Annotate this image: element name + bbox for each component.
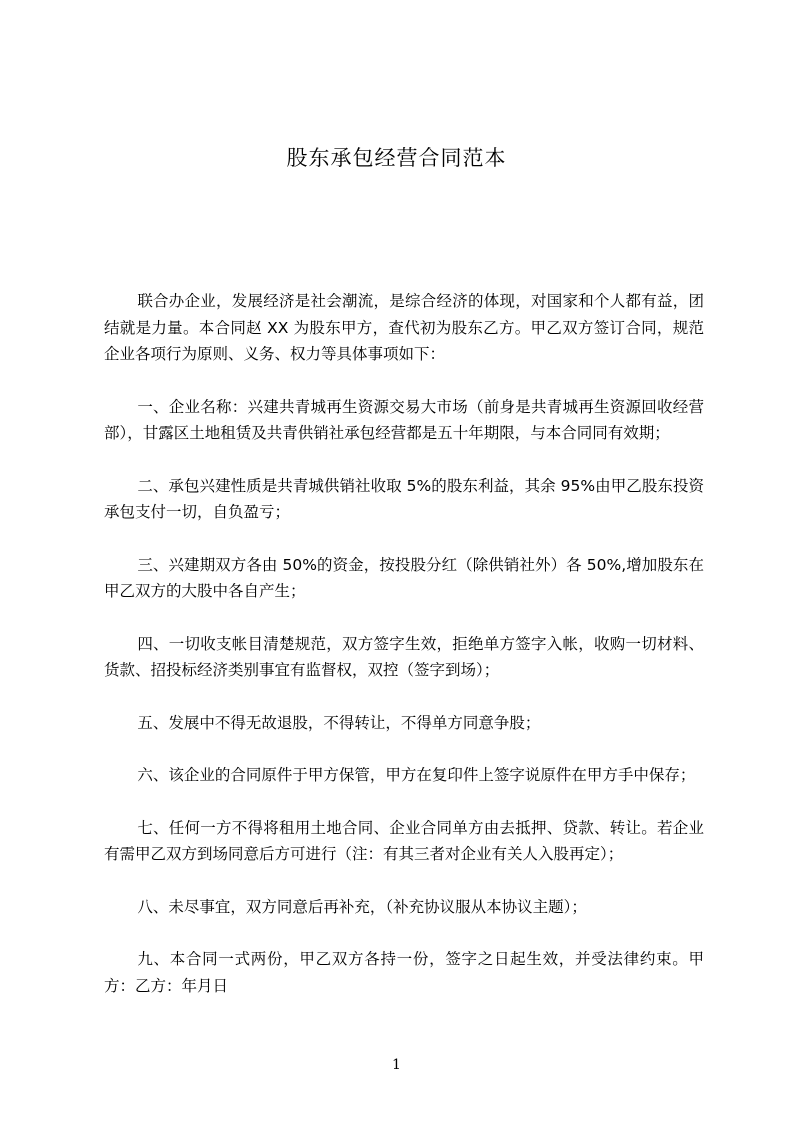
clause-3-paragraph: 三、兴建期双方各由 50%的资金，按投股分红（除供销社外）各 50%,增加股东在甲乙双方的大股中各自产生； [104,555,704,600]
clause-6-paragraph: 六、该企业的合同原件于甲方保管，甲方在复印件上签字说原件在甲方手中保存； [137,766,696,784]
clause-5-paragraph: 五、发展中不得无故退股，不得转让，不得单方同意争股； [137,713,541,732]
clause-1-paragraph: 一、企业名称：兴建共青城再生资源交易大市场（前身是共青城再生资源回收经营部），甘露区土地租赁及共青供销社承包经营都是五十年期限，与本合同同有效期； [104,397,704,442]
page-number: 1 [392,1057,401,1073]
clause-2-paragraph: 二、承包兴建性质是共青城供销社收取 5%的股东利益，其余 95%由甲乙股东投资承包支付一切，自负盈亏； [104,476,704,521]
document-body [104,288,704,1025]
clause-4-paragraph: 四、一切收支帐目清楚规范，双方签字生效，拒绝单方签字入帐，收购一切材料、货款、招投标经济类别事宜有监督权，双控（签字到场）； [104,634,704,679]
clause-7-paragraph: 七、任何一方不得将租用土地合同、企业合同单方由去抵押、贷款、转让。若企业有需甲乙双方到场同意后方可进行（注：有其三者对企业有关人入股再定）； [104,818,704,863]
document-title: 股东承包经营合同范本 [286,146,507,170]
intro-paragraph: 联合办企业，发展经济是社会潮流，是综合经济的体现，对国家和个人都有益，团结就是力量。本合同赵 XX 为股东甲方，查代初为股东乙方。甲乙双方签订合同，规范企业各项行为原则、义务、权力等具体事项如下： [104,292,704,363]
clause-8-paragraph: 八、未尽事宜，双方同意后再补充，（补充协议服从本协议主题）； [137,897,587,916]
clause-9-paragraph: 九、本合同一式两份，甲乙双方各持一份，签字之日起生效，并受法律约束。甲方：乙方：年月日 [104,950,704,995]
